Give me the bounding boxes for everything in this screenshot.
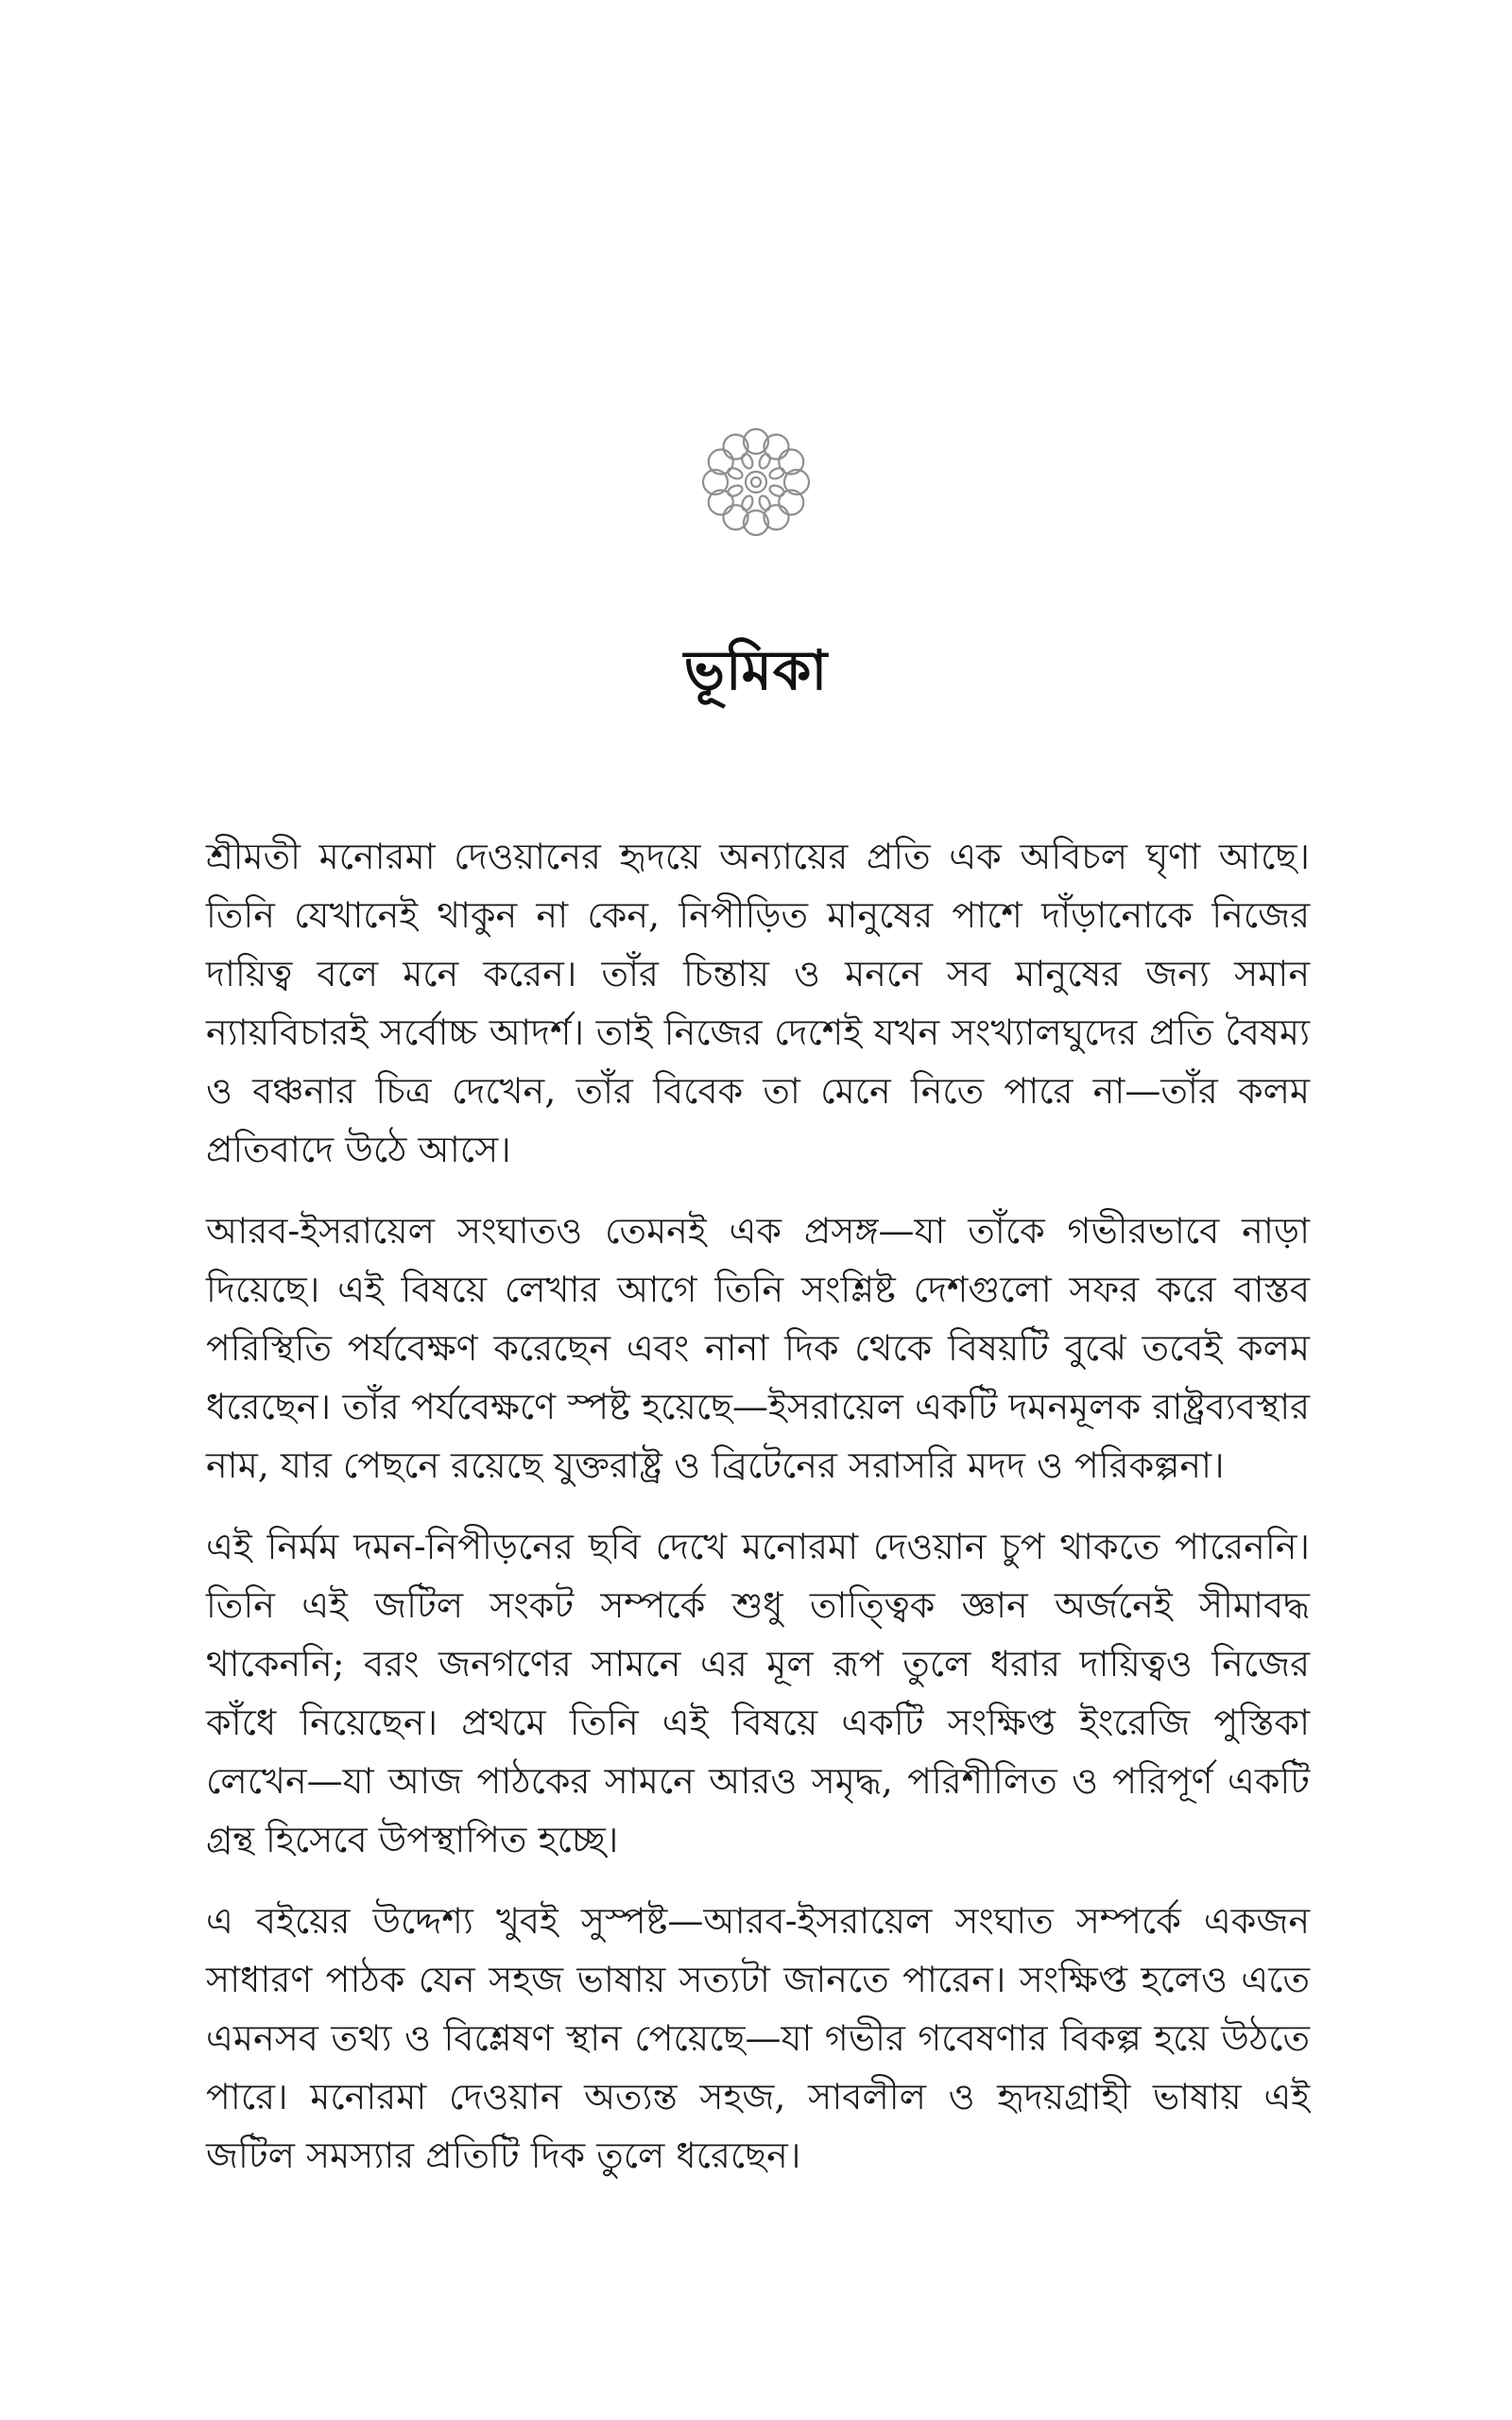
paragraph-1: শ্রীমতী মনোরমা দেওয়ানের হৃদয়ে অন্যায়ের প্রতি এক অবিচল ঘৃণা আছে। তিনি যেখানেই থাকুন না কেন, নিপীড়িত মানুষের পাশে দাঁড়ানোকে নিজের দায়িত্ব বলে মনে করেন। তাঁর চিন্তায় ও মননে সব মানুষের জন্য সমান ন্যায়বিচারই সর্বোচ্চ আদর্শ। তাই নিজের দেশেই যখন সংখ্যালঘুদের প্রতি বৈষম্য ও বঞ্চনার চিত্র দেখেন, তাঁর বিবেক তা মেনে নিতে পারে না—তাঁর কলম প্রতিবাদে উঠে আসে। <box>206 836 1310 1170</box>
paragraph-2: আরব-ইসরায়েল সংঘাতও তেমনই এক প্রসঙ্গ—যা তাঁকে গভীরভাবে নাড়া দিয়েছে। এই বিষয়ে লেখার আগে তিনি সংশ্লিষ্ট দেশগুলো সফর করে বাস্তব পরিস্থিতি পর্যবেক্ষণ করেছেন এবং নানা দিক থেকে বিষয়টি বুঝে তবেই কলম ধরেছেন। তাঁর পর্যবেক্ষণে স্পষ্ট হয়েছে—ইসরায়েল একটি দমনমূলক রাষ্ট্রব্যবস্থার নাম, যার পেছনে রয়েছে যুক্তরাষ্ট্র ও ব্রিটেনের সরাসরি মদদ ও পরিকল্পনা। <box>206 1210 1310 1486</box>
rosette-ornament-icon <box>699 425 813 539</box>
paragraph-3: এই নির্মম দমন-নিপীড়নের ছবি দেখে মনোরমা দেওয়ান চুপ থাকতে পারেননি। তিনি এই জটিল সংকট সম্পর্কে শুধু তাত্ত্বিক জ্ঞান অর্জনেই সীমাবদ্ধ থাকেননি; বরং জনগণের সামনে এর মূল রূপ তুলে ধরার দায়িত্বও নিজের কাঁধে নিয়েছেন। প্রথমে তিনি এই বিষয়ে একটি সংক্ষিপ্ত ইংরেজি পুস্তিকা লেখেন—যা আজ পাঠকের সামনে আরও সমৃদ্ধ, পরিশীলিত ও পরিপূর্ণ একটি গ্রন্থ হিসেবে উপস্থাপিত হচ্ছে। <box>206 1526 1310 1860</box>
page-title: ভূমিকা <box>683 638 829 702</box>
body-text <box>206 827 1310 2207</box>
paragraph-4: এ বইয়ের উদ্দেশ্য খুবই সুস্পষ্ট—আরব-ইসরায়েল সংঘাত সম্পর্কে একজন সাধারণ পাঠক যেন সহজ ভাষায় সত্যটা জানতে পারেন। সংক্ষিপ্ত হলেও এতে এমনসব তথ্য ও বিশ্লেষণ স্থান পেয়েছে—যা গভীর গবেষণার বিকল্প হয়ে উঠতে পারে। মনোরমা দেওয়ান অত্যন্ত সহজ, সাবলীল ও হৃদয়গ্রাহী ভাষায় এই জটিল সমস্যার প্রতিটি দিক তুলে ধরেছেন। <box>206 1900 1310 2176</box>
